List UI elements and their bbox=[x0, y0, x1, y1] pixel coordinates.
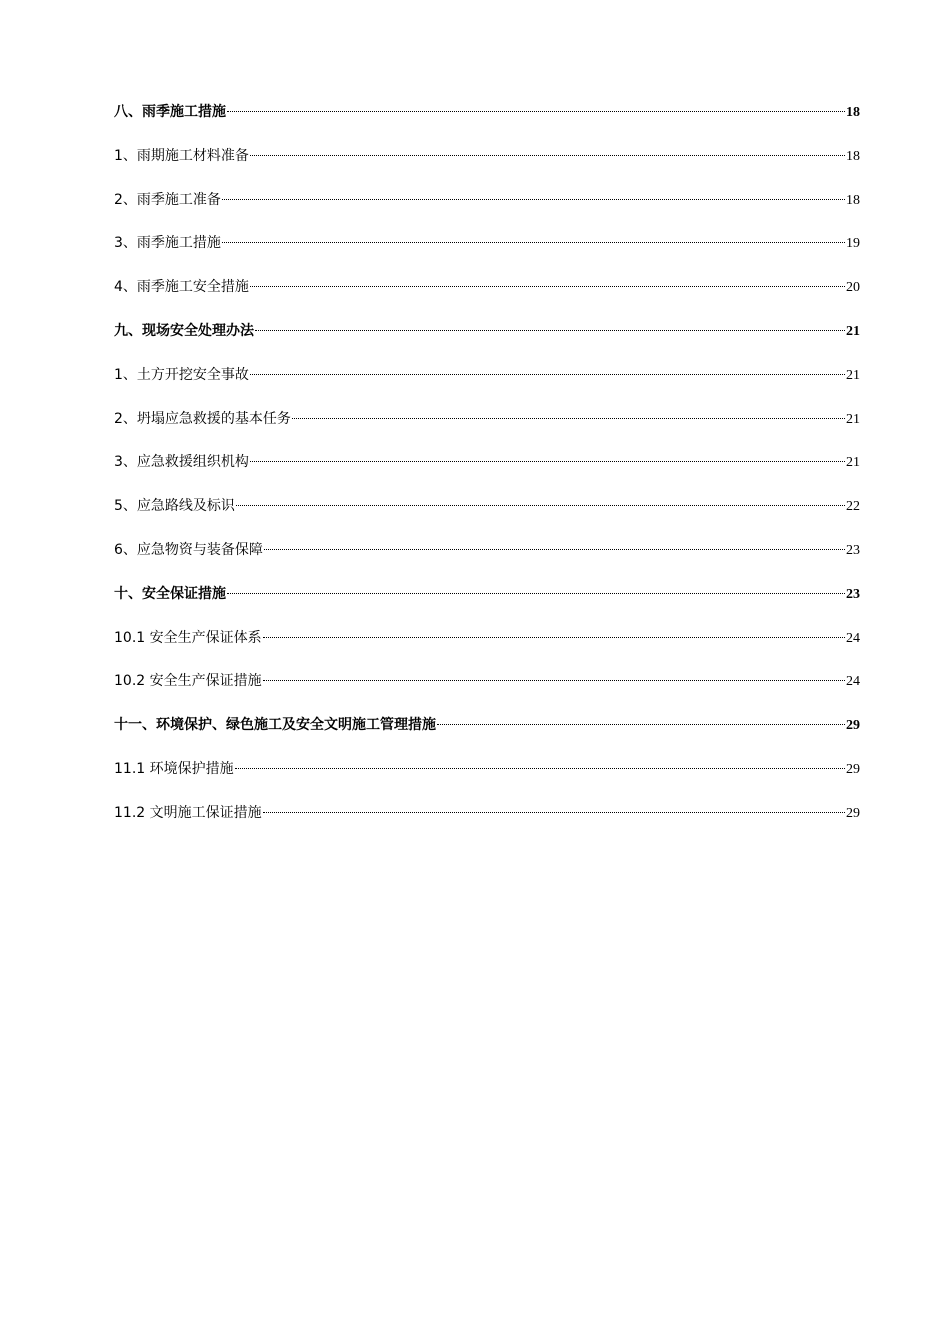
toc-entry-page: 21 bbox=[846, 411, 860, 427]
toc-entry-title: 2、坍塌应急救援的基本任务 bbox=[114, 410, 291, 427]
dot-leader bbox=[222, 199, 845, 200]
dot-leader bbox=[250, 461, 845, 462]
toc-entry-page: 18 bbox=[846, 148, 860, 164]
toc-entry[interactable] bbox=[114, 669, 860, 713]
toc-entry[interactable] bbox=[114, 450, 860, 494]
toc-entry-page: 20 bbox=[846, 280, 860, 296]
toc-entry[interactable] bbox=[114, 100, 860, 144]
toc-entry-page: 29 bbox=[846, 805, 860, 821]
toc-entry-title: 十、安全保证措施 bbox=[114, 585, 226, 602]
dot-leader bbox=[222, 242, 845, 243]
toc-entry-page: 24 bbox=[846, 674, 860, 690]
toc-entry-title: 4、雨季施工安全措施 bbox=[114, 279, 249, 296]
toc-entry-title: 八、雨季施工措施 bbox=[114, 104, 226, 120]
dot-leader bbox=[227, 111, 845, 112]
toc-entry[interactable] bbox=[114, 407, 860, 451]
toc-entry[interactable] bbox=[114, 713, 860, 757]
toc-entry[interactable] bbox=[114, 626, 860, 670]
toc-entry-page: 18 bbox=[846, 192, 860, 208]
dot-leader bbox=[250, 155, 845, 156]
toc-entry-page: 29 bbox=[846, 718, 860, 734]
toc-entry-title: 5、应急路线及标识 bbox=[114, 498, 235, 515]
dot-leader bbox=[250, 286, 845, 287]
dot-leader bbox=[255, 330, 845, 331]
toc-entry-title: 九、现场安全处理办法 bbox=[114, 322, 254, 339]
toc-entry-title: 6、应急物资与装备保障 bbox=[114, 541, 263, 558]
toc-entry[interactable] bbox=[114, 275, 860, 319]
toc-entry[interactable] bbox=[114, 494, 860, 538]
dot-leader bbox=[236, 505, 845, 506]
toc-entry[interactable] bbox=[114, 363, 860, 407]
toc-entry-title: 3、应急救援组织机构 bbox=[114, 454, 249, 471]
toc-entry-title: 11.2 文明施工保证措施 bbox=[114, 804, 262, 821]
dot-leader bbox=[250, 374, 845, 375]
toc-entry-page: 19 bbox=[846, 236, 860, 252]
toc-entry-title: 十一、环境保护、绿色施工及安全文明施工管理措施 bbox=[114, 717, 436, 734]
toc-entry-title: 3、雨季施工措施 bbox=[114, 235, 221, 252]
toc-entry[interactable] bbox=[114, 144, 860, 188]
toc-entry-title: 11.1 环境保护措施 bbox=[114, 760, 234, 777]
toc-entry-page: 24 bbox=[846, 630, 860, 646]
toc-entry[interactable] bbox=[114, 188, 860, 232]
toc-entry-title: 1、雨期施工材料准备 bbox=[114, 147, 249, 164]
toc-entry-page: 22 bbox=[846, 499, 860, 515]
toc-entry-page: 29 bbox=[846, 761, 860, 777]
dot-leader bbox=[263, 680, 845, 681]
toc-entry-page: 23 bbox=[846, 586, 860, 602]
dot-leader bbox=[437, 724, 845, 725]
toc-entry-title: 1、土方开挖安全事故 bbox=[114, 366, 249, 383]
toc-entry-page: 21 bbox=[846, 323, 860, 339]
dot-leader bbox=[227, 593, 845, 594]
toc-entry[interactable] bbox=[114, 757, 860, 801]
dot-leader bbox=[263, 812, 845, 813]
toc-entry-page: 18 bbox=[846, 105, 860, 120]
dot-leader bbox=[263, 637, 845, 638]
dot-leader bbox=[235, 768, 845, 769]
toc-entry-title: 2、雨季施工准备 bbox=[114, 191, 221, 208]
toc-entry-page: 21 bbox=[846, 367, 860, 383]
dot-leader bbox=[292, 418, 845, 419]
toc-entry-page: 21 bbox=[846, 455, 860, 471]
toc-entry[interactable] bbox=[114, 319, 860, 363]
toc-entry-title: 10.2 安全生产保证措施 bbox=[114, 673, 262, 690]
toc-entry-title: 10.1 安全生产保证体系 bbox=[114, 629, 262, 646]
dot-leader bbox=[264, 549, 845, 550]
toc-entry[interactable] bbox=[114, 538, 860, 582]
table-of-contents bbox=[114, 100, 860, 845]
toc-entry[interactable] bbox=[114, 582, 860, 626]
toc-entry[interactable] bbox=[114, 801, 860, 845]
toc-entry[interactable] bbox=[114, 231, 860, 275]
toc-entry-page: 23 bbox=[846, 542, 860, 558]
